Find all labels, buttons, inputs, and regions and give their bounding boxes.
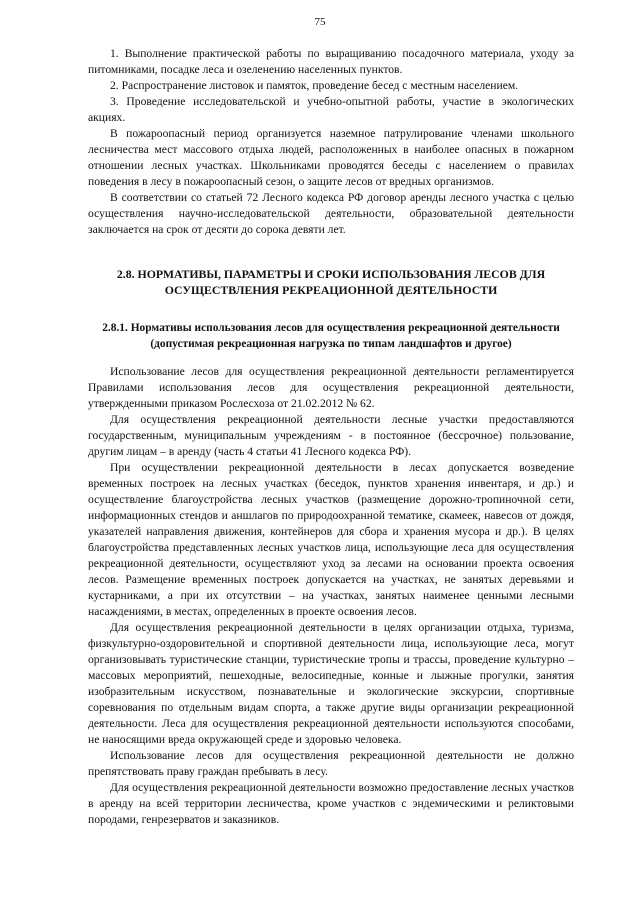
page-number: 75 — [314, 16, 326, 28]
intro-paragraph: В пожароопасный период организуется наземное патрулирование членами школьного лесничества мест массового отдыха людей, расположенных в наиболее опасных в пожарном отношении лесных участках. Школьниками проводятся беседы с населением о правилах поведения в лесу в пожароопасный сезон, о защите лесов от вредных организмов. — [88, 127, 574, 188]
section-title — [88, 266, 574, 298]
intro-text-block — [88, 46, 574, 238]
subsection-title — [88, 320, 574, 352]
body-paragraph: При осуществлении рекреационной деятельности в лесах допускается возведение временных построек на лесных участках (беседок, пунктов хранения инвентаря, и др.) и осуществление благоустройства лесных участков (размещение дорожно-тропиночной сети, информационных стендов и аншлагов по природоохранной тематике, скамеек, навесов от дождя, указателей направления движения, контейнеров для сбора и хранения мусора и др.). В целях благоустройства представленных лесных участков лица, использующие леса для осуществления рекреационной деятельности, осуществляют уход за лесами на основании проекта освоения лесов. Размещение временных построек допускается на участках, не занятых деревьями и кустарниками, а при их отсутствии – на участках, занятых наименее ценными лесными насаждениями, в местах, определенных в проекте освоения лесов. — [88, 461, 574, 618]
subsection-title-line: 2.8.1. Нормативы использования лесов для осуществления рекреационной деятельности — [102, 322, 560, 334]
intro-paragraph: 1. Выполнение практической работы по выращиванию посадочного материала, уходу за питомниками, посадке леса и озеленению населенных пунктов. — [88, 47, 574, 76]
section-title-line: 2.8. НОРМАТИВЫ, ПАРАМЕТРЫ И СРОКИ ИСПОЛЬЗОВАНИЯ ЛЕСОВ ДЛЯ — [116, 267, 546, 281]
body-paragraph: Для осуществления рекреационной деятельности лесные участки предоставляются государственным, муниципальным учреждениям - в постоянное (бессрочное) пользование, другим лицам – в аренду (часть 4 статьи 41 Лесного кодекса РФ). — [88, 413, 574, 458]
body-text-block — [88, 364, 574, 828]
subsection-title-line: (допустимая рекреационная нагрузка по типам ландшафтов и другое) — [150, 338, 512, 350]
body-paragraph: Использование лесов для осуществления рекреационной деятельности не должно препятствовать праву граждан пребывать в лесу. — [88, 749, 574, 778]
body-paragraph: Для осуществления рекреационной деятельности в целях организации отдыха, туризма, физкультурно-оздоровительной и спортивной деятельности лица, использующие леса, могут организовывать туристические станции, туристические тропы и трассы, проведение культурно – массовых мероприятий, пешеходные, велосипедные, конные и лыжные прогулки, занятия изобразительным искусством, познавательные и экологические экскурсии, спортивные соревнования по отдельным видам спорта, а также другие виды организации рекреационной деятельности. Леса для осуществления рекреационной деятельности используются способами, не наносящими вреда окружающей среде и здоровью человека. — [88, 621, 574, 746]
intro-paragraph: 2. Распространение листовок и памяток, проведение бесед с местным населением. — [110, 79, 519, 92]
body-paragraph: Использование лесов для осуществления рекреационной деятельности регламентируется Правилами использования лесов для осуществления рекреационной деятельности, утвержденными приказом Рослесхоза от 21.02.2012 № 62. — [88, 365, 574, 410]
section-title-line: ОСУЩЕСТВЛЕНИЯ РЕКРЕАЦИОННОЙ ДЕЯТЕЛЬНОСТИ — [164, 283, 498, 297]
intro-paragraph: В соответствии со статьей 72 Лесного кодекса РФ договор аренды лесного участка с целью осуществления научно-исследовательской деятельности, образовательной деятельности заключается на срок от десяти до сорока девяти лет. — [88, 191, 574, 236]
body-paragraph: Для осуществления рекреационной деятельности возможно предоставление лесных участков в аренду на всей территории лесничества, кроме участков с эндемическими и реликтовыми породами, генрезерватов и заказников. — [88, 781, 574, 826]
intro-paragraph: 3. Проведение исследовательской и учебно-опытной работы, участие в экологических акциях. — [88, 95, 574, 124]
